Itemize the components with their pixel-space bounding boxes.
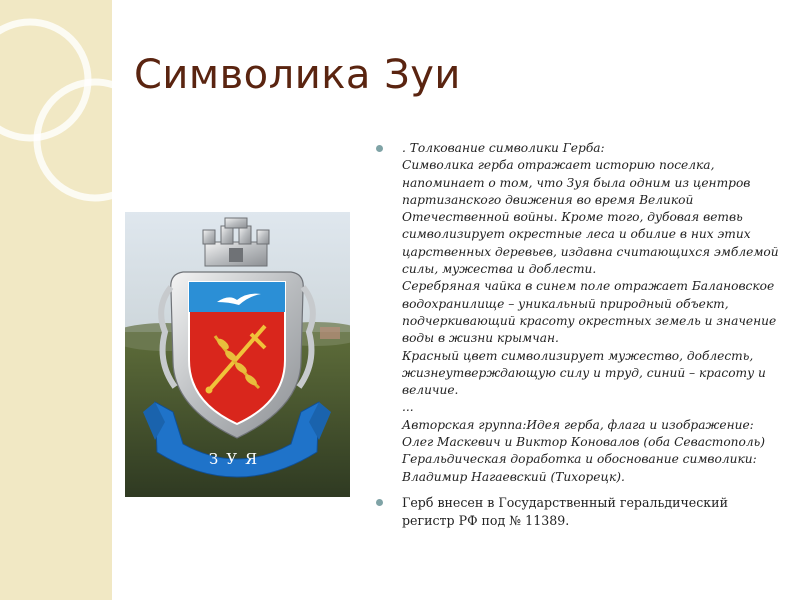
ribbon-text: ЗУЯ: [208, 450, 266, 468]
bullet-line: Символика герба отражает историю поселка,: [402, 158, 715, 173]
bullet-line: ...: [402, 400, 414, 415]
bullet-line: жизнеутверждающую силу и труд, синий – красоту и: [402, 365, 766, 380]
decorative-circles: [0, 0, 112, 600]
bullet-icon: [376, 499, 383, 506]
bullet-line: Авторская группа:Идея герба, флага и изображение:: [402, 417, 754, 432]
slide-title: Символика Зуи: [134, 52, 461, 98]
bullet-line: символизирует окрестные леса и обилие в них этих: [402, 227, 751, 242]
bullet-line: Красный цвет символизирует мужество, доблесть,: [402, 348, 754, 363]
bullet-line: . Толкование символики Герба:: [402, 141, 605, 155]
bullet-line: подчеркивающий красоту окрестных земель и значение: [402, 313, 777, 328]
bullet-line: водохранилище – уникальный природный объект,: [402, 296, 729, 311]
bullet-line: царственных деревьев, издавна считающихся эмблемой: [402, 244, 779, 259]
bullet-line: напоминает о том, что Зуя была одним из центров: [402, 175, 751, 190]
bullet-line: партизанского движения во время Великой: [402, 192, 694, 207]
bullet-line: величие.: [402, 383, 459, 398]
bullet-line: силы, мужества и доблести.: [402, 262, 597, 277]
description-list: [376, 140, 779, 530]
bullet-text: [402, 140, 779, 486]
bullet-item: [376, 494, 776, 530]
bullet-icon: [376, 145, 383, 152]
bullet-line: Отечественной войны. Кроме того, дубовая ветвь: [402, 210, 743, 225]
bullet-line: Геральдическая доработка и обоснование символики:: [402, 452, 757, 467]
bullet-line: Олег Маскевич и Виктор Коновалов (оба Севастополь): [402, 435, 766, 450]
bullet-line: воды в жизни крымчан.: [402, 331, 559, 346]
bullet-line: регистр РФ под № 11389.: [402, 512, 570, 528]
bullet-line: Серебряная чайка в синем поле отражает Балановское: [402, 279, 775, 294]
bullet-text: [402, 494, 776, 530]
decorative-left-band: [0, 0, 112, 600]
bullet-line: Владимир Нагаевский (Тихорецк).: [402, 469, 625, 484]
coat-of-arms-image: [125, 212, 350, 497]
bullet-item: [376, 140, 779, 486]
bullet-line: Герб внесен в Государственный геральдический: [402, 494, 728, 510]
